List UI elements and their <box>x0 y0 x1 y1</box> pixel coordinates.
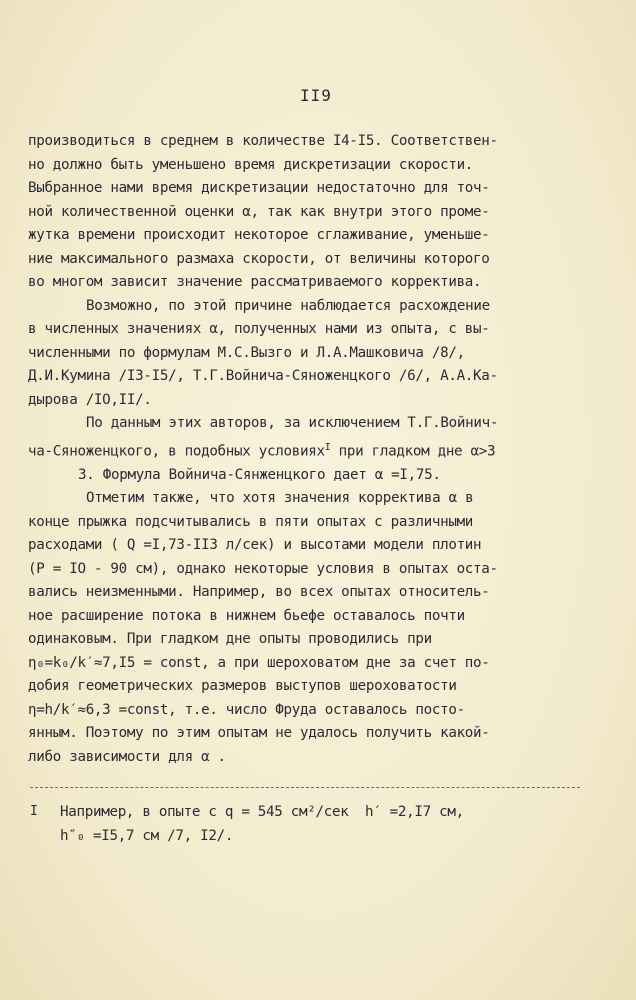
text-line: янным. Поэтому по этим опытам не удалось получить какой- <box>28 725 490 742</box>
footnote-divider <box>30 787 580 788</box>
text-line: Возможно, по этой причине наблюдается расхождение <box>86 297 490 314</box>
text-line: численными по формулам М.С.Вызго и Л.А.Машковича /8/, <box>28 344 465 361</box>
text-line: Д.И.Кумина /I3-I5/, Т.Г.Войнича-Сяноженцкого /6/, А.А.Ка- <box>28 368 498 384</box>
text-segment: при гладком дне α>3 <box>330 443 496 460</box>
text-line: ной количественной оценки α, так как внутри этого проме- <box>28 203 490 220</box>
text-line: либо зависимости для α . <box>28 748 226 765</box>
text-line: производиться в среднем в количестве I4-I5. Соответствен- <box>28 133 498 149</box>
text-line: дырова /IO,II/. <box>28 391 152 408</box>
text-segment: ча-Сяноженцкого, в подобных условиях <box>28 443 325 460</box>
text-line-formula: η=h/k′≈6,3 =const, т.е. число Фруда оставалось посто- <box>28 701 465 718</box>
footnote-mark: I <box>30 804 38 819</box>
text-line: 3. Формула Войнича-Сянженцкого дает α =I,75. <box>78 466 441 483</box>
text-line: Отметим также, что хотя значения корректива α в <box>86 490 474 507</box>
text-line: добия геометрических размеров выступов шероховатости <box>28 678 457 695</box>
text-line: ние максимального размаха скорости, от величины которого <box>28 250 490 267</box>
text-line: жутка времени происходит некоторое сглаживание, уменьше- <box>28 227 490 243</box>
text-line: (P = IO - 90 см), однако некоторые условия в опытах оста- <box>28 560 498 577</box>
text-line: По данным этих авторов, за исключением Т.Г.Войнич- <box>86 415 499 431</box>
text-line: одинаковым. При гладком дне опыты проводились при <box>28 631 432 648</box>
text-line-with-footnote <box>28 436 588 464</box>
text-line: но должно быть уменьшено время дискретизации скорости. <box>28 156 474 173</box>
footnote-line: Например, в опыте с q = 545 см²/сек h′ =2,I7 см, <box>60 804 464 820</box>
text-line: ное расширение потока в нижнем бьефе оставалось почти <box>28 607 465 624</box>
text-line: вались неизменными. Например, во всех опытах относитель- <box>28 584 490 601</box>
text-line: в численных значениях α, полученных нами из опыта, с вы- <box>28 321 490 337</box>
text-line: во многом зависит значение рассматриваемого корректива. <box>28 274 482 290</box>
footnote <box>28 800 588 848</box>
text-line: конце прыжка подсчитывались в пяти опытах с различными <box>28 513 474 530</box>
body-text <box>28 130 588 769</box>
text-line-formula: η₀=k₀/k′≈7,I5 = const, а при шероховатом дне за счет по- <box>28 654 490 671</box>
footnote-line: h″₀ =I5,7 см /7, I2/. <box>60 828 234 844</box>
text-line: расходами ( Q =I,73-II3 л/сек) и высотами модели плотин <box>28 537 482 554</box>
footnote-reference: I <box>324 441 331 453</box>
page-number: II9 <box>300 86 332 105</box>
text-line: Выбранное нами время дискретизации недостаточно для точ- <box>28 180 490 196</box>
